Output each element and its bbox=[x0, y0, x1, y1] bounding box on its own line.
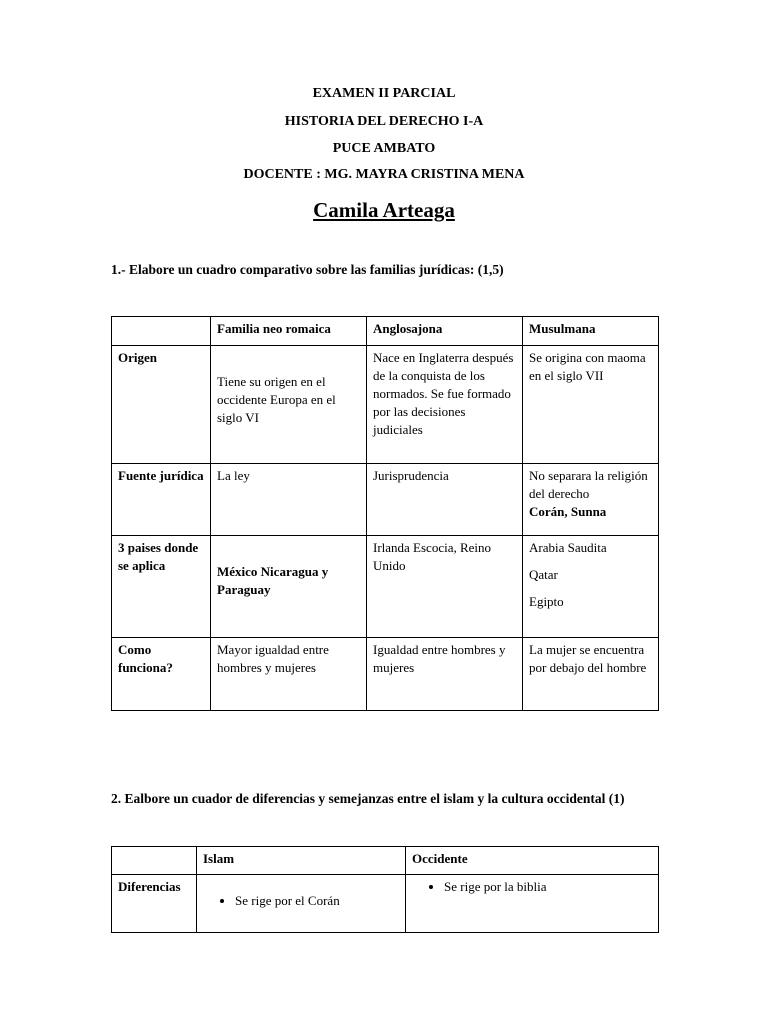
row-label-funciona: Como funciona? bbox=[112, 638, 211, 711]
header-islam: Islam bbox=[197, 847, 406, 875]
header-anglosajona: Anglosajona bbox=[367, 317, 523, 346]
row-label-paises: 3 paises donde se aplica bbox=[112, 536, 211, 638]
legal-families-table bbox=[111, 316, 659, 711]
cell-fuente-neo-romaica: La ley bbox=[211, 464, 367, 536]
cell-paises-musulmana: Arabia Saudita Qatar Egipto bbox=[523, 536, 659, 638]
cell-diferencias-occidente bbox=[406, 875, 659, 933]
table-row-origen bbox=[112, 346, 659, 464]
cell-paises-anglosajona: Irlanda Escocia, Reino Unido bbox=[367, 536, 523, 638]
cell-fuente-musulmana: No separara la religión del derecho Corán, Sunna bbox=[523, 464, 659, 536]
table-row-diferencias bbox=[112, 875, 659, 933]
table-row-funciona bbox=[112, 638, 659, 711]
cell-origen-anglosajona: Nace en Inglaterra después de la conquista de los normados. Se fue formado por las decisiones judiciales bbox=[367, 346, 523, 464]
cell-funciona-musulmana: La mujer se encuentra por debajo del hombre bbox=[523, 638, 659, 711]
cell-funciona-anglosajona: Igualdad entre hombres y mujeres bbox=[367, 638, 523, 711]
exam-title: EXAMEN II PARCIAL bbox=[312, 86, 456, 101]
table-row-paises bbox=[112, 536, 659, 638]
header-musulmana: Musulmana bbox=[523, 317, 659, 346]
teacher-name: DOCENTE : MG. MAYRA CRISTINA MENA bbox=[243, 167, 525, 182]
table-row-fuente bbox=[112, 464, 659, 536]
list-item: • Se rige por la biblia bbox=[444, 878, 652, 896]
cell-origen-musulmana: Se origina con maoma en el siglo VII bbox=[523, 346, 659, 464]
table-header-row bbox=[112, 847, 659, 875]
question-1-prompt: 1.- Elabore un cuadro comparativo sobre las familias jurídicas: (1,5) bbox=[111, 262, 504, 277]
header-occidente: Occidente bbox=[406, 847, 659, 875]
empty-cell bbox=[112, 317, 211, 346]
row-label-fuente: Fuente jurídica bbox=[112, 464, 211, 536]
cell-fuente-anglosajona: Jurisprudencia bbox=[367, 464, 523, 536]
cell-funciona-neo-romaica: Mayor igualdad entre hombres y mujeres bbox=[211, 638, 367, 711]
cell-origen-neo-romaica: Tiene su origen en el occidente Europa en el siglo VI bbox=[211, 346, 367, 464]
cell-diferencias-islam bbox=[197, 875, 406, 933]
empty-cell bbox=[112, 847, 197, 875]
course-title: HISTORIA DEL DERECHO I-A bbox=[284, 114, 484, 129]
university-name: PUCE AMBATO bbox=[332, 141, 436, 156]
student-name: Camila Arteaga bbox=[313, 198, 455, 222]
row-label-origen: Origen bbox=[112, 346, 211, 464]
islam-occidente-table bbox=[111, 846, 659, 933]
header-neo-romaica: Familia neo romaica bbox=[211, 317, 367, 346]
row-label-diferencias: Diferencias bbox=[112, 875, 197, 933]
question-2-prompt: 2. Ealbore un cuador de diferencias y semejanzas entre el islam y la cultura occidental (1) bbox=[111, 791, 625, 806]
list-item: • Se rige por el Corán bbox=[235, 892, 399, 910]
table-header-row bbox=[112, 317, 659, 346]
cell-paises-neo-romaica: México Nicaragua y Paraguay bbox=[211, 536, 367, 638]
